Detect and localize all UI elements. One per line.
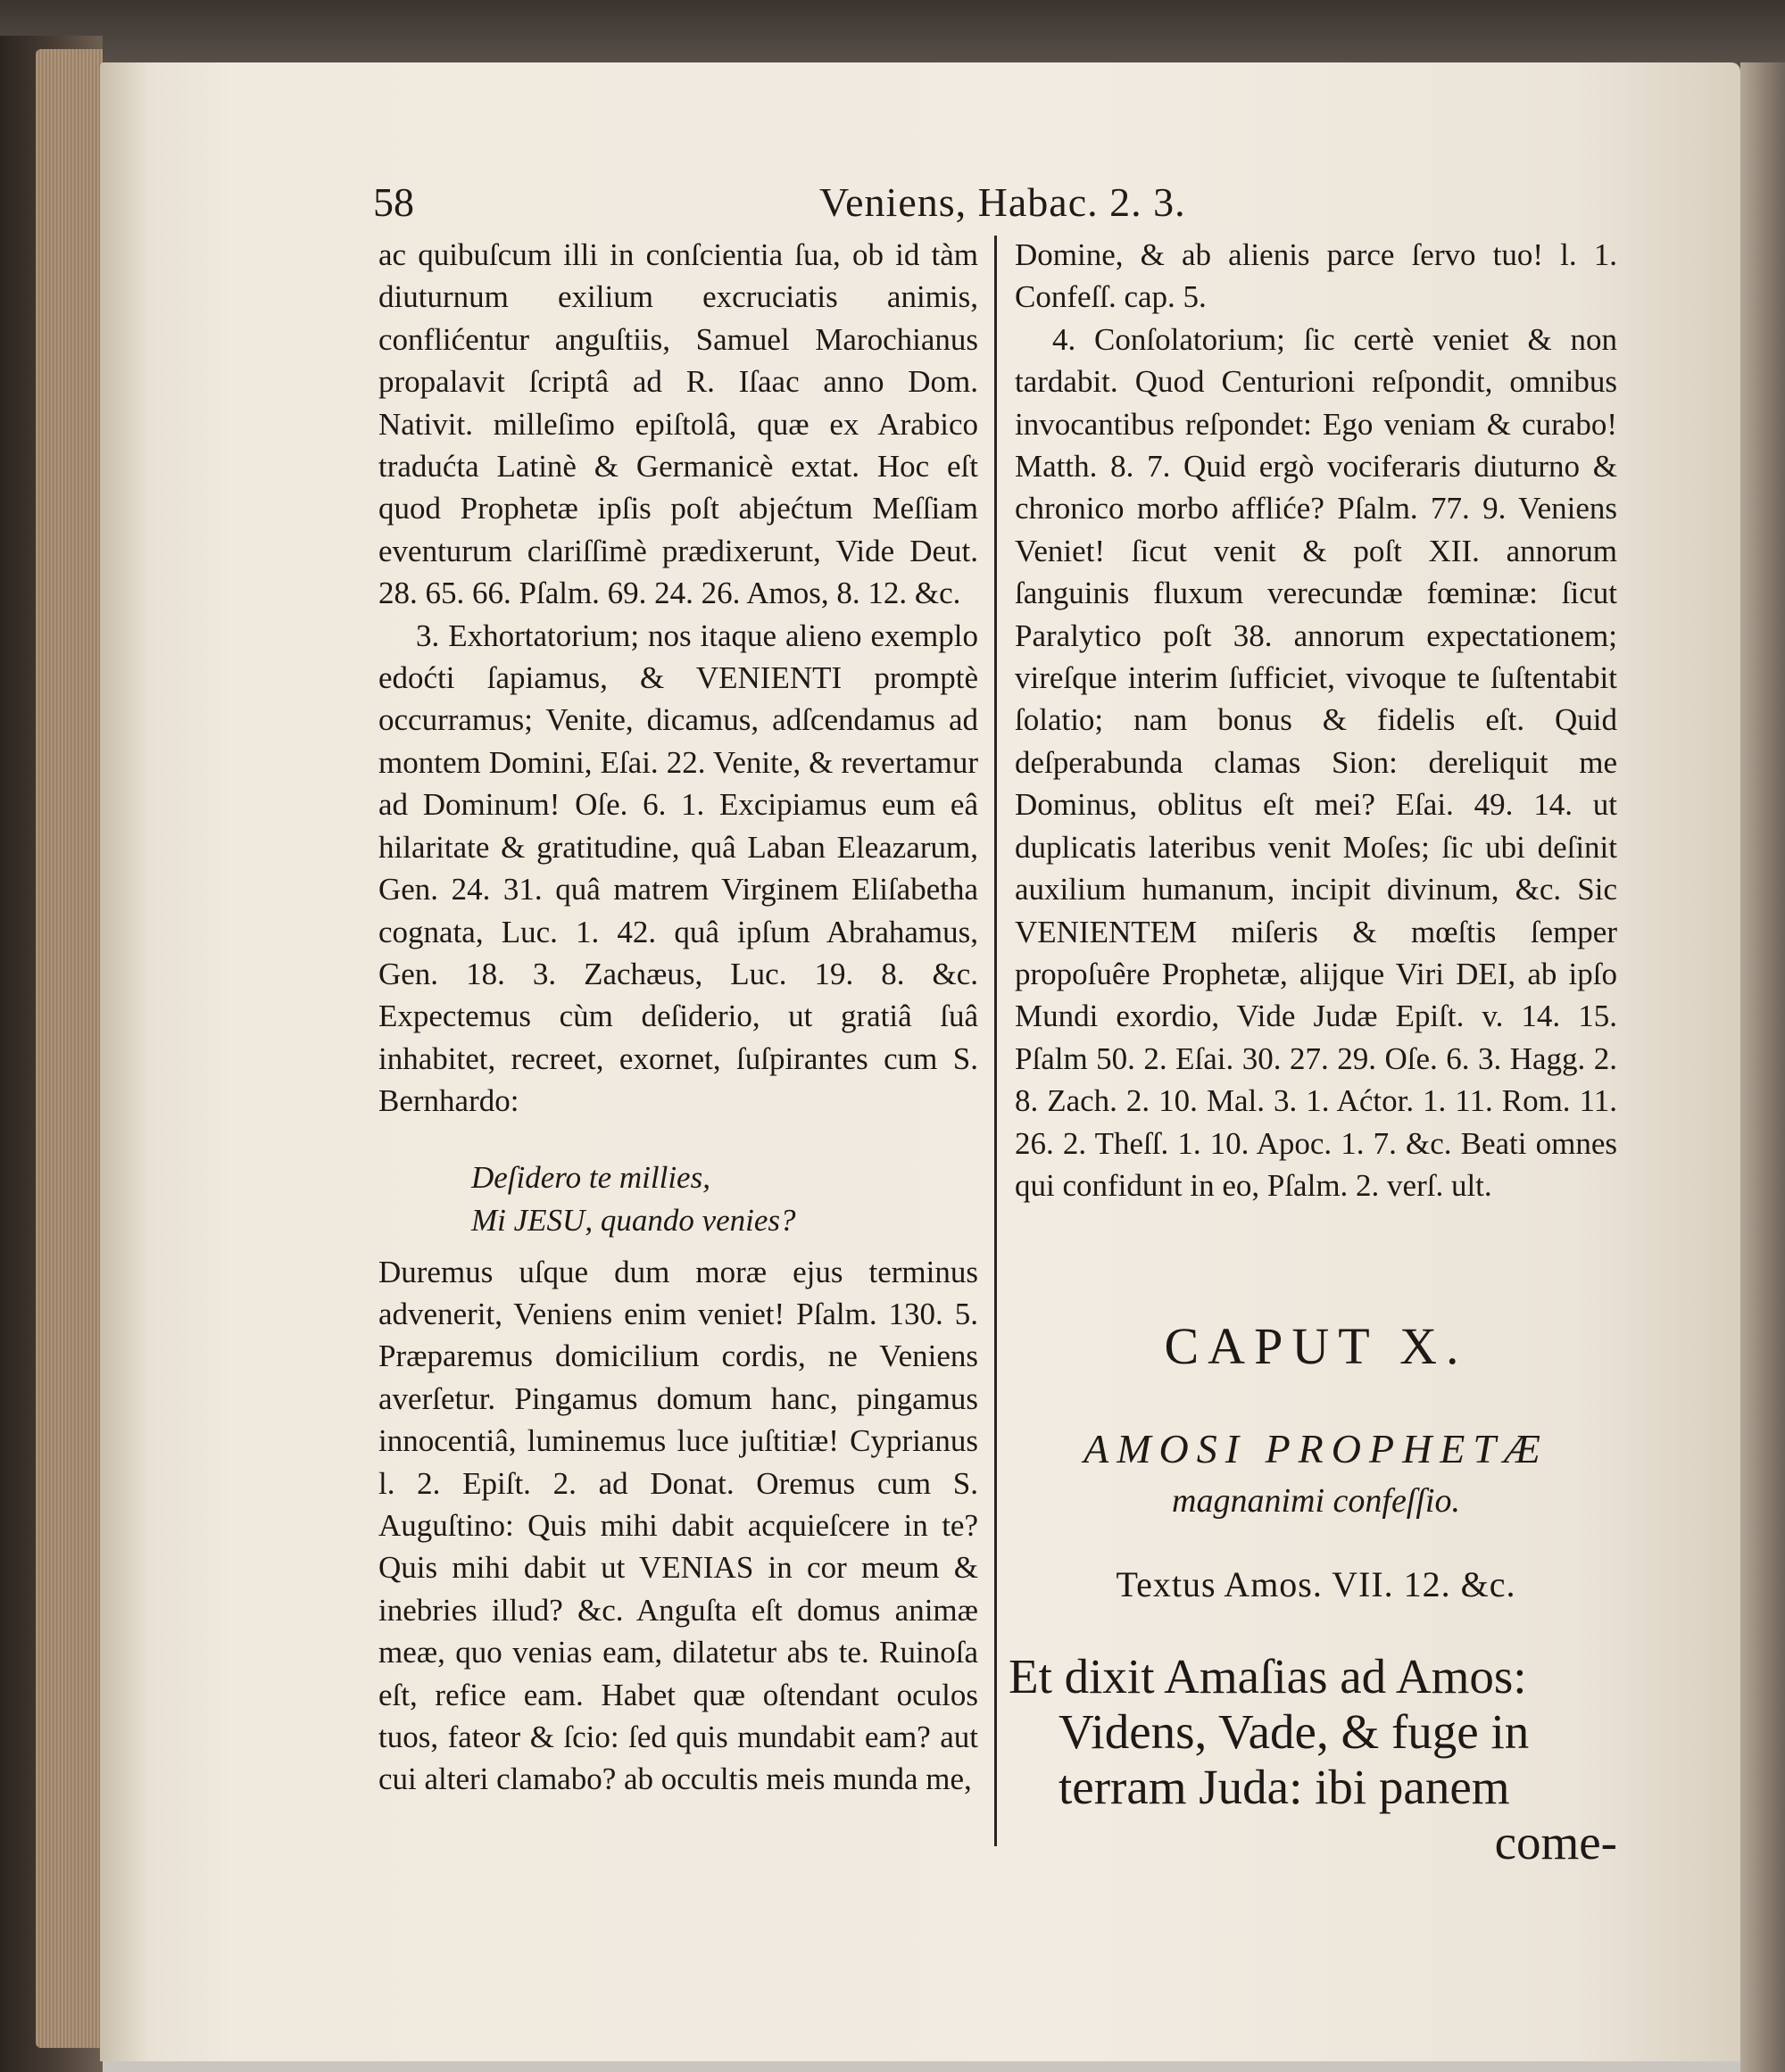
page-edges xyxy=(36,49,103,2048)
right-column xyxy=(1015,234,1617,1206)
bernhard-verse xyxy=(378,1156,978,1242)
verse-line-2: Mi JESU, quando venies? xyxy=(471,1202,796,1238)
section-title: AMOSI PROPHETÆ xyxy=(1083,1426,1548,1471)
page-number: 58 xyxy=(373,179,414,225)
running-title: Veniens, Habac. 2. 3. xyxy=(819,179,1186,225)
left-paragraph-1: ac quibuſcum illi in conſcientia ſua, ob id tàm diuturnum exilium excruciatis animis, conflićentur anguſtiis, Samuel Marochianus propalavit ſcriptâ ad R. Iſaac anno Dom. Nativit. milleſimo epiſtolâ, quæ ex Arabico tradućta Latinè & Germanicè extat. Hoc eſt quod Prophetæ ipſis poſt abjećtum Meſſiam eventurum clariſſimè prædixerunt, Vide Deut. 28. 65. 66. Pſalm. 69. 24. 26. Amos, 8. 12. &c. xyxy=(378,237,978,611)
verse-line-1: Deſidero te millies, xyxy=(471,1159,710,1195)
column-divider xyxy=(994,236,997,1846)
book-cover-top xyxy=(0,0,1785,71)
scripture-text xyxy=(1009,1649,1617,1870)
section-subtitle: magnanimi confeſſio. xyxy=(1172,1482,1460,1520)
page-right-edge xyxy=(1740,62,1785,2072)
chapter-title: CAPUT X. xyxy=(1164,1317,1468,1375)
left-column xyxy=(378,234,978,1801)
left-paragraph-2: 3. Exhortatorium; nos itaque alieno exemplo edoćti ſapiamus, & VENIENTI promptè occurramus; Venite, dicamus, adſcendamus ad montem Domini, Eſai. 22. Venite, & revertamur ad Dominum! Oſe. 6. 1. Excipiamus eum eâ hilaritate & gratitudine, quâ Laban Eleazarum, Gen. 24. 31. quâ matrem Virginem Eliſabetha cognata, Luc. 1. 42. quâ ipſum Abrahamus, Gen. 18. 3. Zachæus, Luc. 19. 8. &c. Expectemus cùm deſiderio, ut gratiâ ſuâ inhabitet, recreet, exornet, ſuſpirantes cum S. Bernhardo: xyxy=(378,617,978,1119)
left-paragraph-3: Duremus uſque dum moræ ejus terminus advenerit, Veniens enim veniet! Pſalm. 130. 5. Præparemus domicilium cordis, ne Veniens averſetur. Pingamus domum hanc, pingamus innocentiâ, luminemus luce juſtitiæ! Cyprianus l. 2. Epiſt. 2. ad Donat. Oremus cum S. Auguſtino: Quis mihi dabit acquieſcere in te? Quis mihi dabit ut VENIAS in cor meum & inebries illud? &c. Anguſta eſt domus animæ meæ, quo venias eam, dilatetur abs te. Ruinoſa eſt, refice eam. Habet quæ oſtendant oculos tuos, fateor & ſcio: ſed quis mundabit eam? aut cui alteri clamabo? ab occultis meis munda me, xyxy=(378,1254,978,1797)
scripture-line-1: Et dixit Amaſias ad Amos: xyxy=(1009,1649,1527,1703)
right-paragraph-1: Domine, & ab alienis parce ſervo tuo! l. 1. Confeſſ. cap. 5. xyxy=(1015,237,1617,315)
right-paragraph-2: 4. Conſolatorium; ſic certè veniet & non tardabit. Quod Centurioni reſpondit, omnibus invocantibus reſpondet: Ego veniam & curabo! Matth. 8. 7. Quid ergò vociferaris diuturno & chronico morbo affliće? Pſalm. 77. 9. Veniens Veniet! ſicut venit & poſt XII. annorum ſanguinis fluxum verecundæ fœminæ: ſicut Paralytico poſt 38. annorum expectationem; vireſque interim ſufficiet, vivoque te ſuſtentabit ſolatio; nam bonus & fidelis eſt. Quid deſperabunda clamas Sion: dereliquit me Dominus, oblitus eſt mei? Eſai. 49. 14. ut duplicatis lateribus venit Moſes; ſic ubi deſinit auxilium humanum, incipit divinum, &c. Sic VENIENTEM miſeris & mœſtis ſemper propoſuêre Prophetæ, alijque Viri DEI, ab ipſo Mundi exordio, Vide Judæ Epiſt. v. 14. 15. Pſalm 50. 2. Eſai. 30. 27. 29. Oſe. 6. 3. Hagg. 2. 8. Zach. 2. 10. Mal. 3. 1. Aćtor. 1. 11. Rom. 11. 26. 2. Theſſ. 1. 10. Apoc. 1. 7. &c. Beati omnes qui confidunt in eo, Pſalm. 2. verſ. ult. xyxy=(1015,321,1617,1203)
scripture-line-3: terram Juda: ibi panem xyxy=(1059,1760,1510,1814)
page-header xyxy=(373,178,1266,232)
scripture-line-4: come- xyxy=(1494,1815,1617,1869)
text-reference: Textus Amos. VII. 12. &c. xyxy=(1116,1564,1516,1604)
scripture-line-2: Videns, Vade, & fuge in xyxy=(1059,1704,1530,1759)
